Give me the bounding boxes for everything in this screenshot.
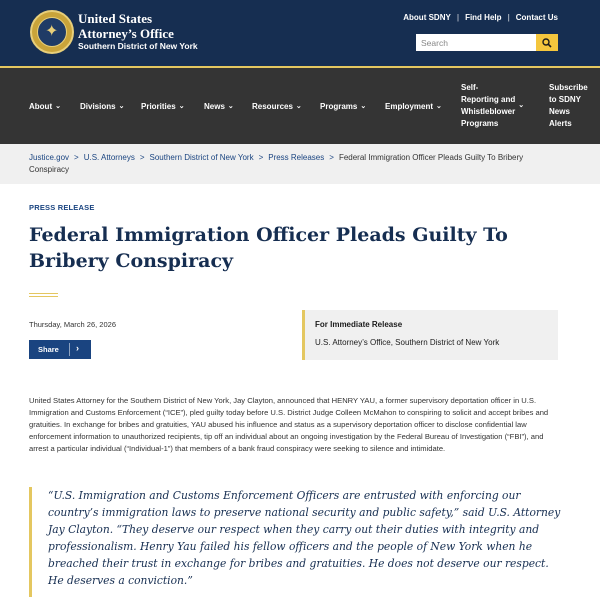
nav-subscribe-line: Subscribe	[549, 83, 588, 92]
chevron-right-icon: >	[74, 153, 79, 162]
chevron-down-icon: ⌄	[227, 103, 234, 110]
main-nav	[0, 66, 600, 144]
seal-center	[37, 17, 67, 47]
chevron-down-icon: ⌄	[178, 103, 185, 110]
nav-subscribe-label	[549, 82, 588, 130]
release-date: Thursday, March 26, 2026	[29, 320, 116, 329]
nav-whistleblower-label	[461, 82, 515, 130]
nav-subscribe-line: to SDNY	[549, 95, 581, 104]
utility-links	[403, 13, 558, 22]
site-title-line2[interactable]: Attorney’s Office	[78, 26, 174, 41]
button-divider	[69, 343, 70, 356]
article-quote	[29, 487, 561, 597]
nav-whistleblower-line: Programs	[461, 119, 499, 128]
nav-news[interactable]	[204, 68, 234, 144]
nav-whistleblower-line: Self-	[461, 83, 479, 92]
chevron-down-icon: ⌄	[295, 103, 302, 110]
link-separator: |	[507, 13, 510, 22]
chevron-down-icon: ⌄	[360, 103, 367, 110]
breadcrumb-sdny[interactable]: Southern District of New York	[149, 153, 254, 162]
nav-employment-label: Employment	[385, 101, 434, 111]
nav-subscribe-line: Alerts	[549, 119, 572, 128]
find-help-link[interactable]: Find Help	[465, 13, 502, 22]
chevron-down-icon: ⌄	[118, 103, 125, 110]
nav-resources-label: Resources	[252, 101, 293, 111]
chevron-right-icon: >	[139, 153, 145, 162]
site-title-line1[interactable]: United States	[78, 11, 153, 26]
breadcrumb	[29, 152, 549, 176]
site-header	[0, 0, 600, 66]
chevron-down-icon: ⌄	[436, 103, 442, 110]
share-label: Share	[38, 345, 59, 354]
nav-about-label: About	[29, 101, 53, 111]
breadcrumb-us-attorneys[interactable]: U.S. Attorneys	[83, 153, 135, 162]
title-divider	[29, 293, 58, 297]
breadcrumb-justice-gov[interactable]: Justice.gov	[29, 153, 70, 162]
about-sdny-link[interactable]: About SDNY	[403, 13, 451, 22]
doj-seal-logo[interactable]	[30, 10, 74, 54]
search-input[interactable]	[416, 34, 536, 51]
nav-news-label: News	[204, 101, 225, 111]
page-title: Federal Immigration Officer Pleads Guilty To Bribery Conspiracy	[29, 224, 508, 272]
article-body-paragraph: United States Attorney for the Southern District of New York, Jay Clayton, announced that HENRY YAU, a former supervisory deportation officer in U.S. Immigration and Customs Enforcement (“ICE”), pled guilty today before U.S. District Judge Colleen McMahon to conspiring to solicit and accept bribes and gratuities. In exchange for bribes and gratuities, YAU abused his influence and status as a supervisory deportation officer to disclose confidential law enforcement information to unauthorized recipients, tip off an individual about an ongoing investigation by the Federal Bureau of Investigation (“FBI”), and arrest a particular individual (“Individual-1”) that members of a bank fraud conspiracy were seeking to silence and intimidate.	[29, 396, 549, 453]
search-button[interactable]	[536, 34, 558, 51]
nav-subscribe-line: News	[549, 107, 570, 116]
release-info-box	[302, 310, 558, 360]
eagle-icon: ✦	[45, 23, 59, 40]
nav-divisions[interactable]	[80, 68, 124, 144]
contact-us-link[interactable]: Contact Us	[515, 13, 558, 22]
search-icon	[542, 38, 552, 48]
chevron-down-icon: ⌄	[55, 103, 61, 110]
nav-programs-label: Programs	[320, 101, 358, 111]
nav-whistleblower-line: Reporting and	[461, 95, 516, 104]
chevron-right-icon: >	[258, 153, 264, 162]
chevron-right-icon: ›	[76, 343, 79, 353]
press-release-kicker: PRESS RELEASE	[29, 203, 95, 212]
share-button[interactable]	[29, 340, 91, 359]
nav-about[interactable]	[29, 68, 61, 144]
release-office: U.S. Attorney’s Office, Southern District of New York	[315, 338, 500, 347]
chevron-right-icon: >	[329, 153, 334, 162]
nav-employment[interactable]	[385, 68, 442, 144]
chevron-down-icon: ⌄	[518, 102, 525, 109]
nav-whistleblower-line: Whistleblower	[461, 107, 516, 116]
breadcrumb-press-releases[interactable]: Press Releases	[268, 153, 325, 162]
nav-subscribe[interactable]	[549, 68, 588, 144]
nav-whistleblower-programs[interactable]	[461, 68, 524, 144]
nav-programs[interactable]	[320, 68, 366, 144]
release-label: For Immediate Release	[315, 320, 403, 329]
nav-resources[interactable]	[252, 68, 302, 144]
breadcrumb-current: Federal Immigration Officer Pleads Guilty To Bribery Conspiracy	[29, 153, 524, 174]
site-subtitle[interactable]: Southern District of New York	[78, 41, 198, 51]
quote-text: “U.S. Immigration and Customs Enforcement Officers are entrusted with enforcing our country’s immigration laws to preserve national security and public safety,” said U.S. Attorney Jay Clayton. “They deserve our respect when they carry out their duties with integrity and professionalism. Henry Yau failed his fellow officers and the people of New York when he breached their trust in exchange for bribes and gratuities. He does not deserve our respect. He deserves a conviction.”	[48, 489, 561, 587]
nav-priorities[interactable]	[141, 68, 185, 144]
link-separator: |	[456, 13, 460, 22]
nav-priorities-label: Priorities	[141, 101, 176, 111]
nav-divisions-label: Divisions	[80, 101, 116, 111]
